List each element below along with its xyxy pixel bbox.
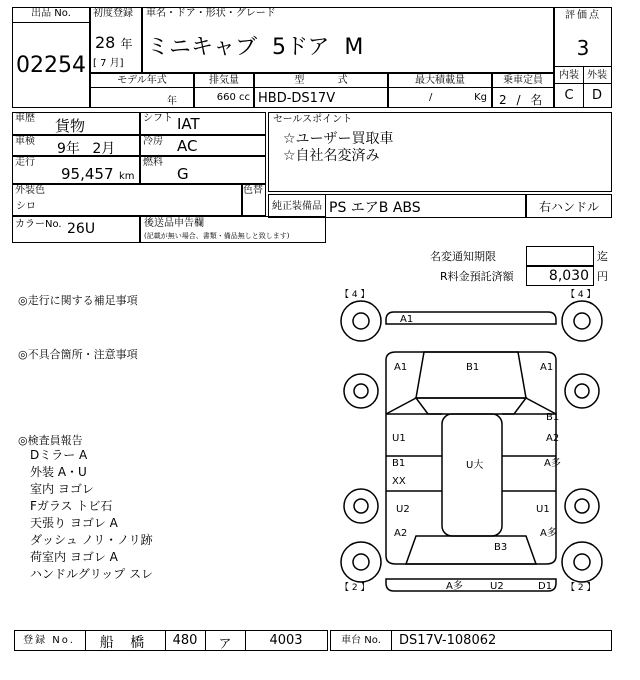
interior-grade: C xyxy=(555,83,584,108)
recolor-cell xyxy=(242,184,266,216)
chassis-box xyxy=(330,630,612,651)
first-reg-year: 28 年 xyxy=(95,33,133,52)
aftermarket-cell xyxy=(140,216,326,243)
mark-rear-bumper-mid: U2 xyxy=(490,581,504,592)
inspector-item: Fガラス トビ石 xyxy=(30,499,113,513)
mark-right-rear-u: U1 xyxy=(536,504,550,515)
capacity: 2 / 名 xyxy=(499,93,543,107)
model-name-label: 車名・ドア・形状・グレード xyxy=(146,8,276,19)
tire-fr-label: 【 4 】 xyxy=(566,290,596,300)
tire-fl-label: 【 4 】 xyxy=(340,290,370,300)
mileage-unit: km xyxy=(119,171,135,182)
mark-right-upper: B1 xyxy=(546,412,560,423)
interior-label: 内装 xyxy=(555,66,584,84)
chassis-label: 車台 No. xyxy=(341,635,381,646)
inspector-item: 室内 ヨゴレ xyxy=(30,482,94,496)
inspector-items xyxy=(30,447,153,583)
type: HBD-DS17V xyxy=(258,91,336,106)
shift: IAT xyxy=(177,115,200,133)
exterior-label: 外装 xyxy=(583,66,611,84)
mark-left-front-door: U1 xyxy=(392,433,406,444)
color-no-cell xyxy=(12,216,140,243)
sales-point-1: ☆ユーザー買取車 xyxy=(283,131,394,147)
mark-front-left-fender: A1 xyxy=(394,362,408,373)
sales-points-label: セールスポイント xyxy=(273,114,353,125)
name-change-box xyxy=(526,246,594,266)
first-reg-box xyxy=(90,7,142,73)
name-change-unit: 迄 xyxy=(597,250,608,263)
defects-label: ◎不具合箇所・注意事項 xyxy=(18,348,138,361)
reg-no-label: 登録 No. xyxy=(23,635,75,646)
rear-bumper xyxy=(386,579,556,591)
model-name: ミニキャブ 5ドア M xyxy=(147,35,364,60)
history-cell xyxy=(12,112,140,135)
equipment-label: 純正装備品 xyxy=(272,201,322,212)
recycle-box xyxy=(526,266,594,286)
mark-front-bumper: A1 xyxy=(400,314,414,325)
recolor-label: 色替 xyxy=(243,185,263,196)
lot-no-label: 出品 No. xyxy=(13,8,89,23)
model-name-box xyxy=(142,7,554,73)
fuel: G xyxy=(177,165,189,183)
lot-no-box xyxy=(12,7,90,108)
max-load-cell xyxy=(388,73,492,108)
wheel-rl xyxy=(341,542,381,582)
displacement: 660 cc xyxy=(216,92,250,103)
sales-points-box xyxy=(268,112,612,192)
reg-number: 4003 xyxy=(269,633,303,648)
chassis-no: DS17V-108062 xyxy=(399,633,497,648)
lot-no: 02254 xyxy=(16,53,86,78)
model-year-unit: 年 xyxy=(167,96,177,107)
displacement-cell xyxy=(194,73,254,108)
mark-right-mid: A多 xyxy=(544,458,561,469)
ext-color-label: 外装色 xyxy=(15,185,45,196)
mileage-cell xyxy=(12,156,140,184)
fuel-label: 燃料 xyxy=(143,157,163,168)
max-load-unit: Kg xyxy=(474,92,487,103)
recycle-label: R料金預託済額 xyxy=(440,270,514,283)
aftermarket-label: 後送品申告欄 xyxy=(144,218,204,229)
mark-front-right-fender: A1 xyxy=(540,362,554,373)
mark-left-rear-u: U2 xyxy=(396,504,410,515)
aftermarket-note: (記載が無い場合、書類・備品無しと致します) xyxy=(144,232,290,240)
vehicle-diagram xyxy=(330,286,612,608)
hood-panel xyxy=(416,352,526,398)
history-label: 車歴 xyxy=(15,113,35,124)
reg-place: 船 橋 xyxy=(99,635,151,651)
displacement-label: 排気量 xyxy=(195,75,253,88)
roof-panel xyxy=(442,414,502,536)
model-year-cell xyxy=(90,73,194,108)
sales-point-2: ☆自社名変済み xyxy=(283,148,380,164)
driving-notes-label: ◎走行に関する補足事項 xyxy=(18,294,138,307)
capacity-label: 乗車定員 xyxy=(493,75,553,88)
model-year-label: モデル年式 xyxy=(91,75,193,88)
inspector-item: Dミラー A xyxy=(30,448,88,462)
reg-class: 480 xyxy=(172,633,198,648)
reg-kana: ア xyxy=(218,637,232,652)
recycle-amount: 8,030 xyxy=(548,268,589,284)
windshield xyxy=(416,398,526,414)
recycle-unit: 円 xyxy=(597,270,608,283)
equipment-box xyxy=(268,194,526,218)
max-load: / xyxy=(429,92,433,103)
ac-cell xyxy=(140,135,266,156)
inspection: 9年 2月 xyxy=(57,141,116,157)
mileage: 95,457 xyxy=(61,165,114,183)
inspection-label: 車検 xyxy=(15,136,35,147)
color-no-label: カラーNo. xyxy=(15,219,62,230)
fuel-cell xyxy=(140,156,266,184)
equipment-value: PS エアB ABS xyxy=(329,200,421,216)
spare-wheels xyxy=(344,374,599,523)
max-load-label: 最大積載量 xyxy=(389,75,491,88)
mark-rear-bumper-left: A多 xyxy=(446,581,463,592)
reg-no-box xyxy=(14,630,328,651)
first-reg-label: 初度登録 xyxy=(93,8,133,19)
shift-cell xyxy=(140,112,266,135)
mileage-label: 走行 xyxy=(15,157,35,168)
inspector-item: 外装 A・U xyxy=(30,465,87,479)
mark-right-rear-a: A多 xyxy=(540,528,557,539)
body-outline xyxy=(386,352,556,564)
inspector-item: 荷室内 ヨゴレ A xyxy=(30,550,118,564)
rear-door xyxy=(406,536,536,564)
inspector-item: ハンドルグリップ スレ xyxy=(30,567,154,581)
steering: 右ハンドル xyxy=(538,200,599,214)
mark-hood: B1 xyxy=(466,362,480,373)
history: 貨物 xyxy=(55,117,86,135)
mark-left-mid-b: B1 xyxy=(392,458,406,469)
type-cell xyxy=(254,73,388,108)
wheel-fl xyxy=(341,301,381,341)
wheel-fr xyxy=(562,301,602,341)
capacity-cell xyxy=(492,73,554,108)
first-reg-month: [ 7 月] xyxy=(93,58,124,69)
mark-roof: U大 xyxy=(466,460,484,471)
inspector-label: ◎検査員報告 xyxy=(18,434,83,447)
steering-box xyxy=(526,194,612,218)
score: 3 xyxy=(576,36,590,60)
exterior-grade: D xyxy=(583,83,611,108)
score-box xyxy=(554,7,612,108)
ac: AC xyxy=(177,137,198,155)
ac-label: 冷房 xyxy=(143,136,163,147)
ext-color-cell xyxy=(12,184,242,216)
mark-left-mid-xx: XX xyxy=(392,476,406,487)
mark-left-rear-a: A2 xyxy=(394,528,408,539)
mark-rear-bumper-right: D1 xyxy=(538,581,553,592)
inspector-item: 天張り ヨゴレ A xyxy=(30,516,118,530)
score-label: 評価点 xyxy=(565,10,601,21)
mark-rear-door: B3 xyxy=(494,542,508,553)
tire-rr-label: 【 2 】 xyxy=(566,583,596,593)
tire-rl-label: 【 2 】 xyxy=(340,583,370,593)
inspector-item: ダッシュ ノリ・ノリ跡 xyxy=(30,533,153,547)
name-change-label: 名変通知期限 xyxy=(430,250,496,263)
inspection-cell xyxy=(12,135,140,156)
type-label: 型 式 xyxy=(255,75,387,88)
mark-right-front-door: A2 xyxy=(546,433,560,444)
ext-color: シロ xyxy=(16,201,36,212)
wheel-rr xyxy=(562,542,602,582)
color-no: 26U xyxy=(67,221,96,237)
shift-label: シフト xyxy=(143,113,173,124)
